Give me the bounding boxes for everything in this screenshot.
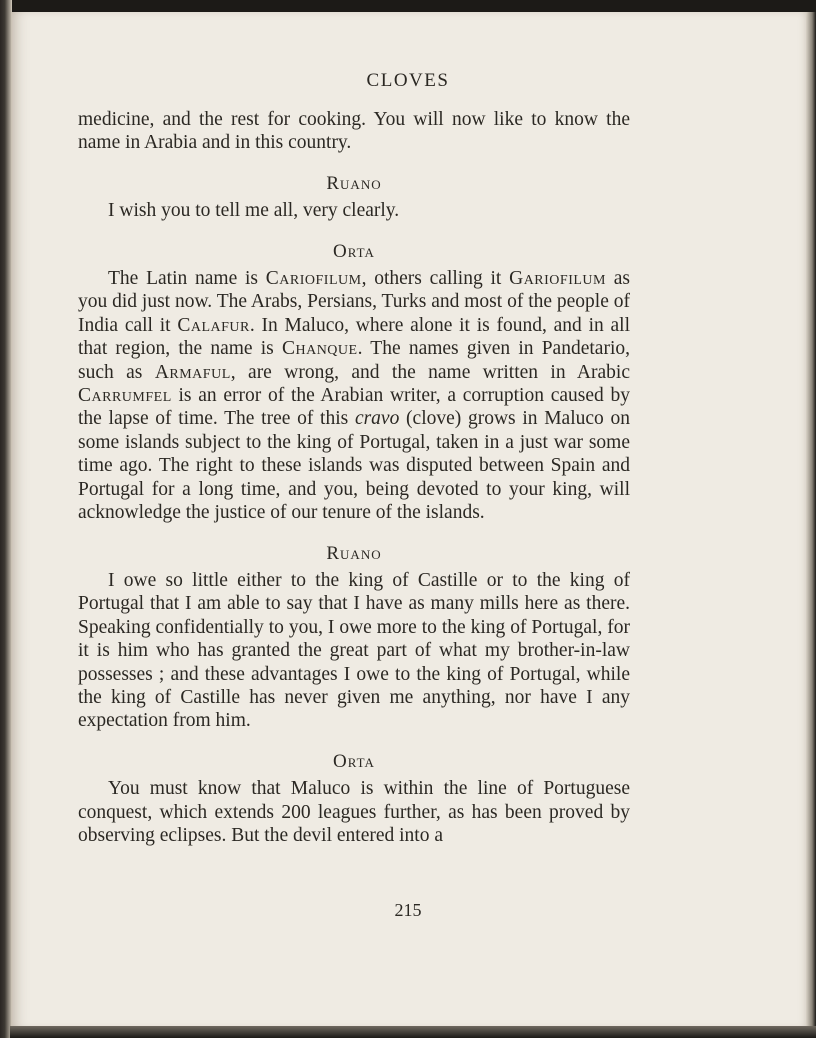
page-number: 215 [394,900,422,920]
term-name: Cariofilum [265,268,362,290]
page-edge-bottom [10,1026,816,1038]
speech-paragraph: I owe so little either to the king of Castille or to the king of Portugal that I am able to say that I have as many mills here as there. Speaking confidentially to you, I owe more to the king of Portugal, for it is him who has granted the great part of what my brother-in-law possesses ; and these advantages I owe to the king of Portugal, while the king of Castille has never given me anything, nor have I any expectation from him. [78,569,630,732]
term-name: Chanque [281,338,358,360]
term-name: Carrumfel [78,385,172,407]
page-edge-right [806,12,816,1032]
term-name: Gariofilum [509,268,606,290]
speaker-heading: Ruano [326,172,382,194]
running-head: CLOVES [366,70,450,91]
body-text [78,108,630,847]
binding-gutter [0,0,12,1038]
term-name: Calafur [177,314,250,336]
term-name: Armaful [154,361,231,383]
speaker-heading: Ruano [326,542,382,564]
speech-paragraph: You must know that Maluco is within the line of Portuguese conquest, which extends 200 leagues further, as has been proved by observing eclipses. But the devil entered into a [78,778,630,846]
speaker-heading: Orta [333,240,375,262]
continuation-paragraph: medicine, and the rest for cooking. You will now like to know the name in Arabia and in this country. [78,109,630,154]
speaker-heading: Orta [333,750,375,772]
speech-paragraph: The Latin name is Cariofilum, others calling it Gariofilum as you did just now. The Arabs, Persians, Turks and most of the people of India call it Calafur. In Maluco, where alone it is found, and in all that region, the name is Chanque. The names given in Pandetario, such as Armaful, are wrong, and the name written in Arabic Carrumfel is an error of the Arabian writer, a corruption caused by the lapse of time. The tree of this cravo (clove) grows in Maluco on some islands subject to the king of Portugal, taken in a just war some time ago. The right to these islands was disputed between Spain and Portugal for a long time, and you, being devoted to your king, will acknowledge the justice of our tenure of the islands. [78,268,630,524]
speech-paragraph: I wish you to tell me all, very clearly. [108,200,400,222]
italic-term: cravo [354,408,400,430]
